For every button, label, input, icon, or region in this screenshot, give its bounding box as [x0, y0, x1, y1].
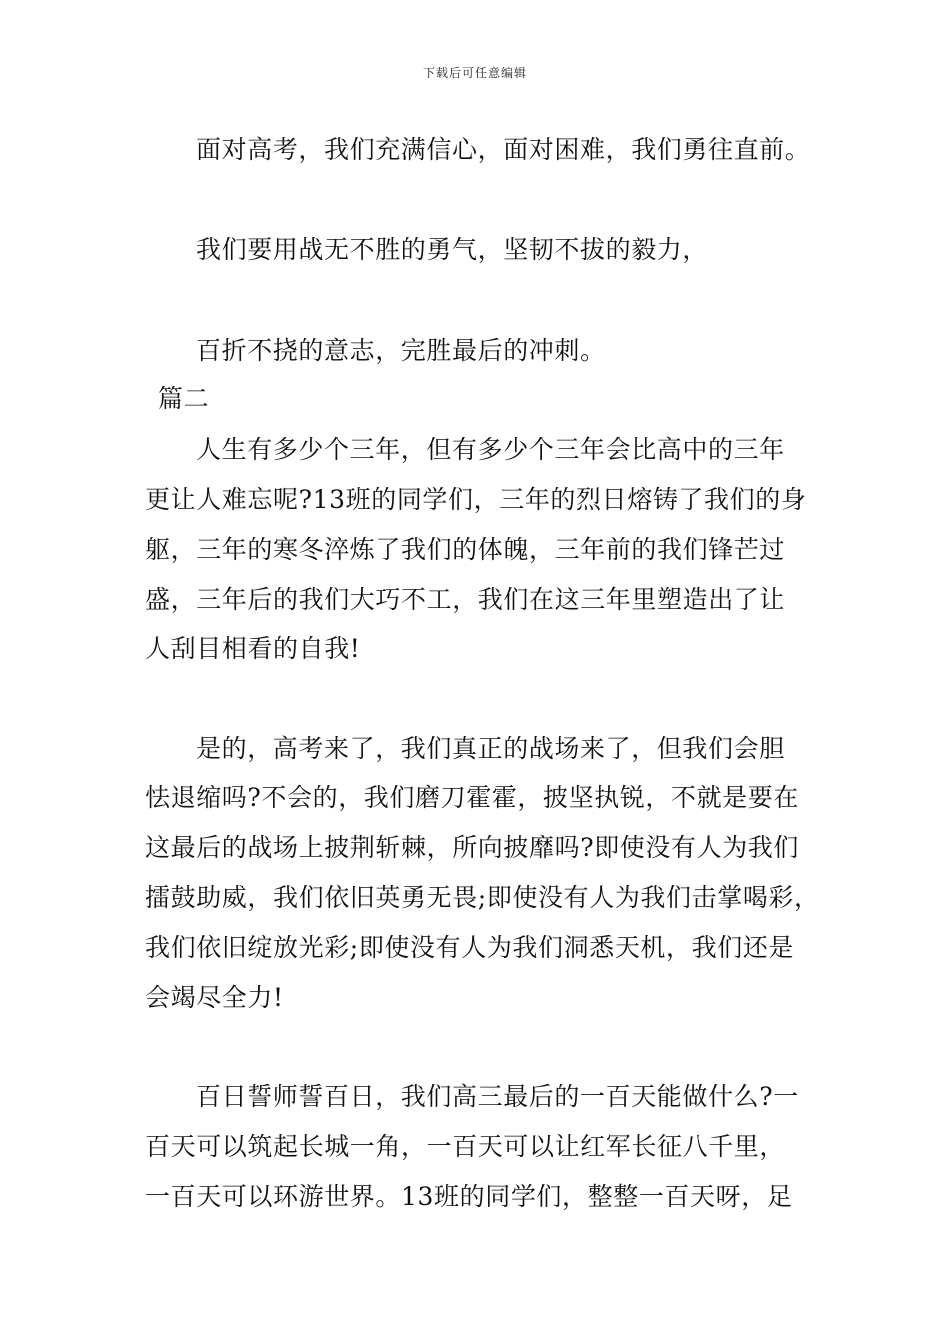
text-line: 面对高考，我们充满信心，面对困难，我们勇往直前。 — [196, 135, 811, 164]
text-line: 百日誓师誓百日，我们高三最后的一百天能做什么?一 — [196, 1082, 799, 1111]
text-line: 躯，三年的寒冬淬炼了我们的体魄，三年前的我们锋芒过 — [145, 535, 786, 564]
section-heading: 篇二 — [158, 384, 210, 413]
text-line: 盛，三年后的我们大巧不工，我们在这三年里塑造出了让 — [145, 585, 786, 614]
text-line: 百折不挠的意志，完胜最后的冲刺。 — [196, 336, 606, 365]
text-line: 怯退缩吗?不会的，我们磨刀霍霍，披坚执锐，不就是要在 — [145, 783, 800, 812]
text-line: 是的，高考来了，我们真正的战场来了，但我们会胆 — [196, 734, 785, 763]
text-line: 我们要用战无不胜的勇气，坚韧不拔的毅力， — [196, 235, 709, 264]
text-line: 人生有多少个三年，但有多少个三年会比高中的三年 — [196, 435, 785, 464]
text-line: 百天可以筑起长城一角，一百天可以让红军长征八千里， — [145, 1132, 786, 1161]
text-line: 擂鼓助威，我们依旧英勇无畏;即使没有人为我们击掌喝彩， — [145, 883, 820, 912]
text-line: 这最后的战场上披荆斩棘，所向披靡吗?即使没有人为我们 — [145, 833, 800, 862]
text-line: 会竭尽全力! — [145, 983, 284, 1012]
page-header: 下载后可任意编辑 — [422, 66, 527, 80]
text-line: 一百天可以环游世界。13班的同学们，整整一百天呀，足 — [145, 1182, 793, 1211]
text-line: 更让人难忘呢?13班的同学们，三年的烈日熔铸了我们的身 — [145, 485, 807, 514]
text-line: 我们依旧绽放光彩;即使没有人为我们洞悉天机，我们还是 — [145, 933, 795, 962]
text-line: 人刮目相看的自我! — [145, 634, 361, 663]
